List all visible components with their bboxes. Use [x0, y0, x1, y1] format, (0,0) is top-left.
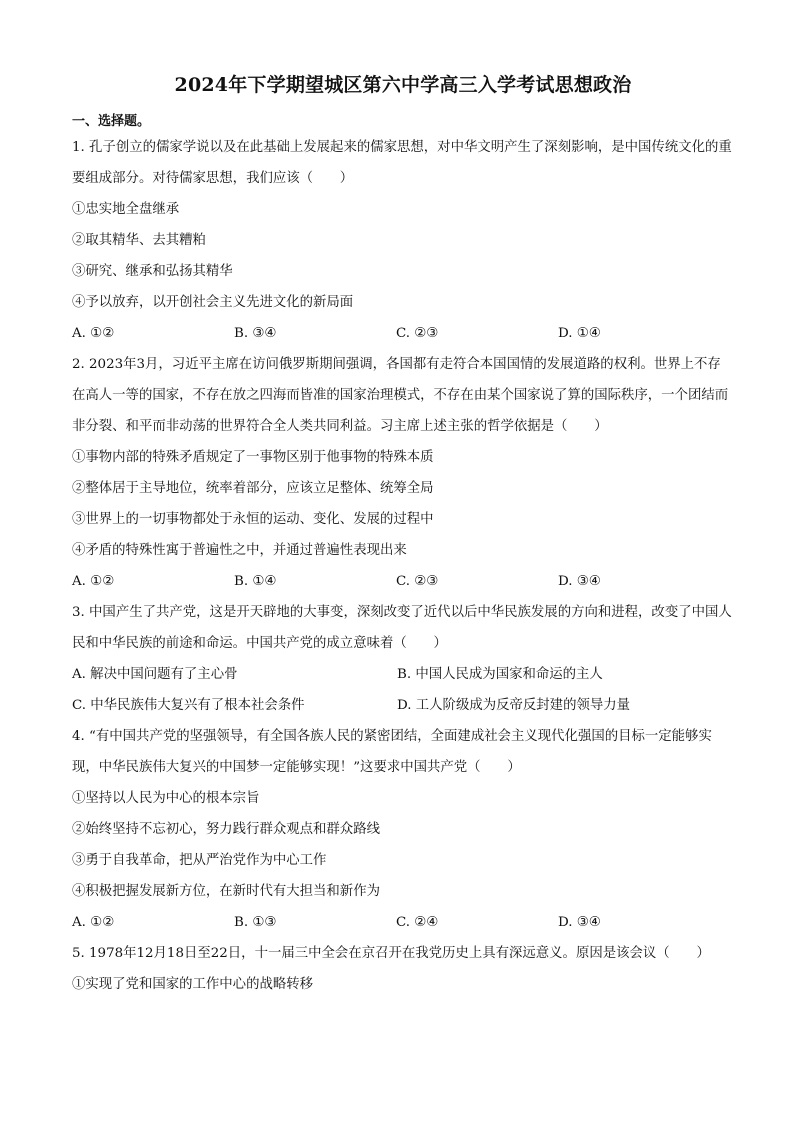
- answer-options: [72, 659, 734, 690]
- statement-item: ③勇于自我革命，把从严治党作为中心工作: [72, 853, 327, 868]
- statement-item: ④予以放弃，以开创社会主义先进文化的新局面: [72, 295, 354, 310]
- section-heading: 一、选择题。: [72, 114, 151, 129]
- answer-options: [72, 907, 734, 938]
- option-d: D. 工人阶级成为反帝反封建的领导力量: [397, 698, 631, 713]
- option-c: C. ②③: [396, 574, 439, 589]
- option-b: B. ①③: [234, 915, 277, 930]
- option-b: B. 中国人民成为国家和命运的主人: [397, 667, 603, 682]
- question-3: [72, 597, 734, 721]
- statement-item: ①坚持以人民为中心的根本宗旨: [72, 791, 260, 806]
- option-a: A. ①②: [72, 326, 115, 341]
- question-2: [72, 349, 734, 597]
- option-c: C. ②④: [396, 915, 439, 930]
- question-stem: 2. 2023年3月，习近平主席在访问俄罗斯期间强调，各国都有走符合本国国情的发展道路的权利。世界上不存在高人一等的国家，不存在放之四海而皆准的国家治理模式，不存在由某个国家说了算的国际秩序，一个团结而非分裂、和平而非动荡的世界符合全人类共同利益。习主席上述主张的哲学依据是（ ）: [72, 357, 729, 434]
- option-c: C. 中华民族伟大复兴有了根本社会条件: [72, 698, 305, 713]
- statement-item: ①实现了党和国家的工作中心的战略转移: [72, 977, 314, 992]
- question-stem: 4. “有中国共产党的坚强领导，有全国各族人民的紧密团结，全面建成社会主义现代化强国的目标一定能够实现，中华民族伟大复兴的中国梦一定能够实现！”这要求中国共产党（ ）: [72, 729, 712, 775]
- question-4: [72, 721, 734, 938]
- statement-item: ③研究、继承和弘扬其精华: [72, 264, 233, 279]
- answer-options: [72, 690, 734, 721]
- statement-item: ③世界上的一切事物都处于永恒的运动、变化、发展的过程中: [72, 512, 434, 527]
- option-c: C. ②③: [396, 326, 439, 341]
- question-1: [72, 132, 734, 349]
- question-stem: 3. 中国产生了共产党，这是开天辟地的大事变，深刻改变了近代以后中华民族发展的方向和进程，改变了中国人民和中华民族的前途和命运。中国共产党的成立意味着（ ）: [72, 605, 732, 651]
- answer-options: [72, 318, 734, 349]
- option-d: D. ③④: [558, 915, 601, 930]
- statement-item: ④积极把握发展新方位，在新时代有大担当和新作为: [72, 884, 380, 899]
- option-a: A. 解决中国问题有了主心骨: [72, 667, 238, 682]
- option-a: A. ①②: [72, 574, 115, 589]
- page-title: 2024年下学期望城区第六中学高三入学考试思想政治: [174, 74, 632, 96]
- answer-options: [72, 566, 734, 597]
- statement-item: ②取其精华、去其糟粕: [72, 233, 206, 248]
- option-b: B. ③④: [234, 326, 277, 341]
- statement-item: ②始终坚持不忘初心，努力践行群众观点和群众路线: [72, 822, 380, 837]
- option-a: A. ①②: [72, 915, 115, 930]
- statement-item: ①事物内部的特殊矛盾规定了一事物区别于他事物的特殊本质: [72, 450, 434, 465]
- question-5: [72, 938, 734, 1000]
- option-d: D. ①④: [558, 326, 601, 341]
- statement-item: ①忠实地全盘继承: [72, 202, 180, 217]
- option-d: D. ③④: [558, 574, 601, 589]
- question-stem: 5. 1978年12月18日至22日，十一届三中全会在京召开在我党历史上具有深远意义。原因是该会议（ ）: [72, 946, 710, 961]
- statement-item: ②整体居于主导地位，统率着部分，应该立足整体、统筹全局: [72, 481, 434, 496]
- question-stem: 1. 孔子创立的儒家学说以及在此基础上发展起来的儒家思想，对中华文明产生了深刻影响，是中国传统文化的重要组成部分。对待儒家思想，我们应该（ ）: [72, 140, 732, 186]
- statement-item: ④矛盾的特殊性寓于普遍性之中，并通过普遍性表现出来: [72, 543, 407, 558]
- option-b: B. ①④: [234, 574, 277, 589]
